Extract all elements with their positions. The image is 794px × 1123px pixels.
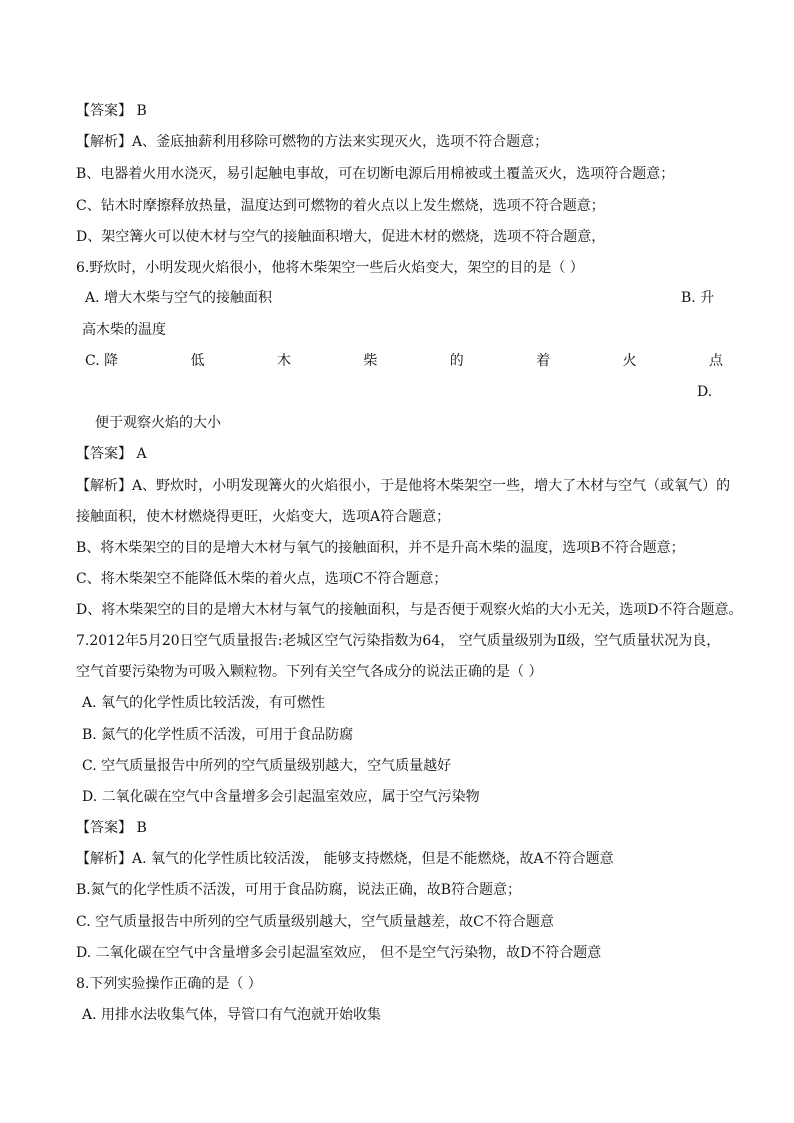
question-stem: 6.野炊时，小明发现火焰很小，他将木柴架空一些后火焰变大，架空的目的是（ ） [76,260,584,276]
analysis-line: 【解析】A、釜底抽薪利用移除可燃物的方法来实现灭火，选项不符合题意； [76,134,549,150]
analysis-line: 【解析】A. 氧气的化学性质比较活泼， 能够支持燃烧，但是不能燃烧，故A不符合题意 [76,851,614,867]
analysis-line: C. 空气质量报告中所列的空气质量级别越大，空气质量越差，故C不符合题意 [76,914,554,930]
option-a: A. 用排水法收集气体，导管口有气泡就开始收集 [82,1007,382,1023]
option-c-text: C. 降 [85,353,119,369]
option-c-text: 火 [622,353,637,369]
option-a: A. 氧气的化学性质比较活泼，有可燃性 [82,695,326,711]
analysis-line: C、钻木时摩擦释放热量，温度达到可燃物的着火点以上发生燃烧，选项不符合题意； [76,198,605,214]
analysis-line: B.氮气的化学性质不活泼，可用于食品防腐，说法正确，故B符合题意； [76,882,522,898]
option-b-continued: 高木柴的温度 [82,322,166,338]
analysis-line: D. 二氧化碳在空气中含量增多会引起温室效应， 但不是空气污染物，故D不符合题意 [76,945,602,961]
option-b: B. 氮气的化学性质不活泼，可用于食品防腐 [82,727,354,743]
answer-label: 【答案】 B [76,103,147,119]
option-c: C. 空气质量报告中所列的空气质量级别越大，空气质量越好 [82,758,452,774]
option-c-text: 的 [449,353,464,369]
analysis-line: 接触面积，使木材燃烧得更旺，火焰变大，选项A符合题意； [76,509,451,525]
option-d: D. [697,384,713,400]
analysis-line: B、电器着火用水浇灭，易引起触电事故，可在切断电源后用棉被或土覆盖灭火，选项符合题意； [76,166,675,182]
option-c-text: 柴 [363,353,378,369]
analysis-line: C、将木柴架空不能降低木柴的着火点，选项C不符合题意； [76,571,448,587]
analysis-line: D、将木柴架空的目的是增大木材与氧气的接触面积，与是否便于观察火焰的大小无关，选项D不符合题意。 [76,602,743,618]
option-d-continued: 便于观察火焰的大小 [95,415,221,431]
answer-label: 【答案】 A [76,446,147,462]
question-stem: 8.下列实验操作正确的是（ ） [76,976,262,992]
option-b: B. 升 [681,290,715,306]
option-a: A. 增大木柴与空气的接触面积 [85,290,273,306]
analysis-line: 【解析】A、野炊时，小明发现篝火的火焰很小，于是他将木柴架空一些，增大了木材与空气（或氧气）的 [76,478,731,494]
option-c-text: 点 [708,353,723,369]
option-c-text: 木 [276,353,291,369]
answer-label: 【答案】 B [76,820,147,836]
question-stem: 7.2012年5月20日空气质量报告:老城区空气污染指数为64， 空气质量级别为Ⅱ级，空气质量状况为良， [76,633,721,649]
analysis-line: B、将木柴架空的目的是增大木材与氧气的接触面积，并不是升高木柴的温度，选项B不符合题意； [76,540,685,556]
question-stem: 空气首要污染物为可吸入颗粒物。下列有关空气各成分的说法正确的是（ ） [76,664,543,680]
option-c-text: 着 [536,353,551,369]
analysis-line: D、架空篝火可以使木材与空气的接触面积增大，促进木材的燃烧，选项不符合题意， [76,229,606,245]
option-row [0,288,794,308]
option-c-text: 低 [190,353,205,369]
option-d: D. 二氧化碳在空气中含量增多会引起温室效应，属于空气污染物 [82,789,480,805]
option-c [85,351,723,371]
